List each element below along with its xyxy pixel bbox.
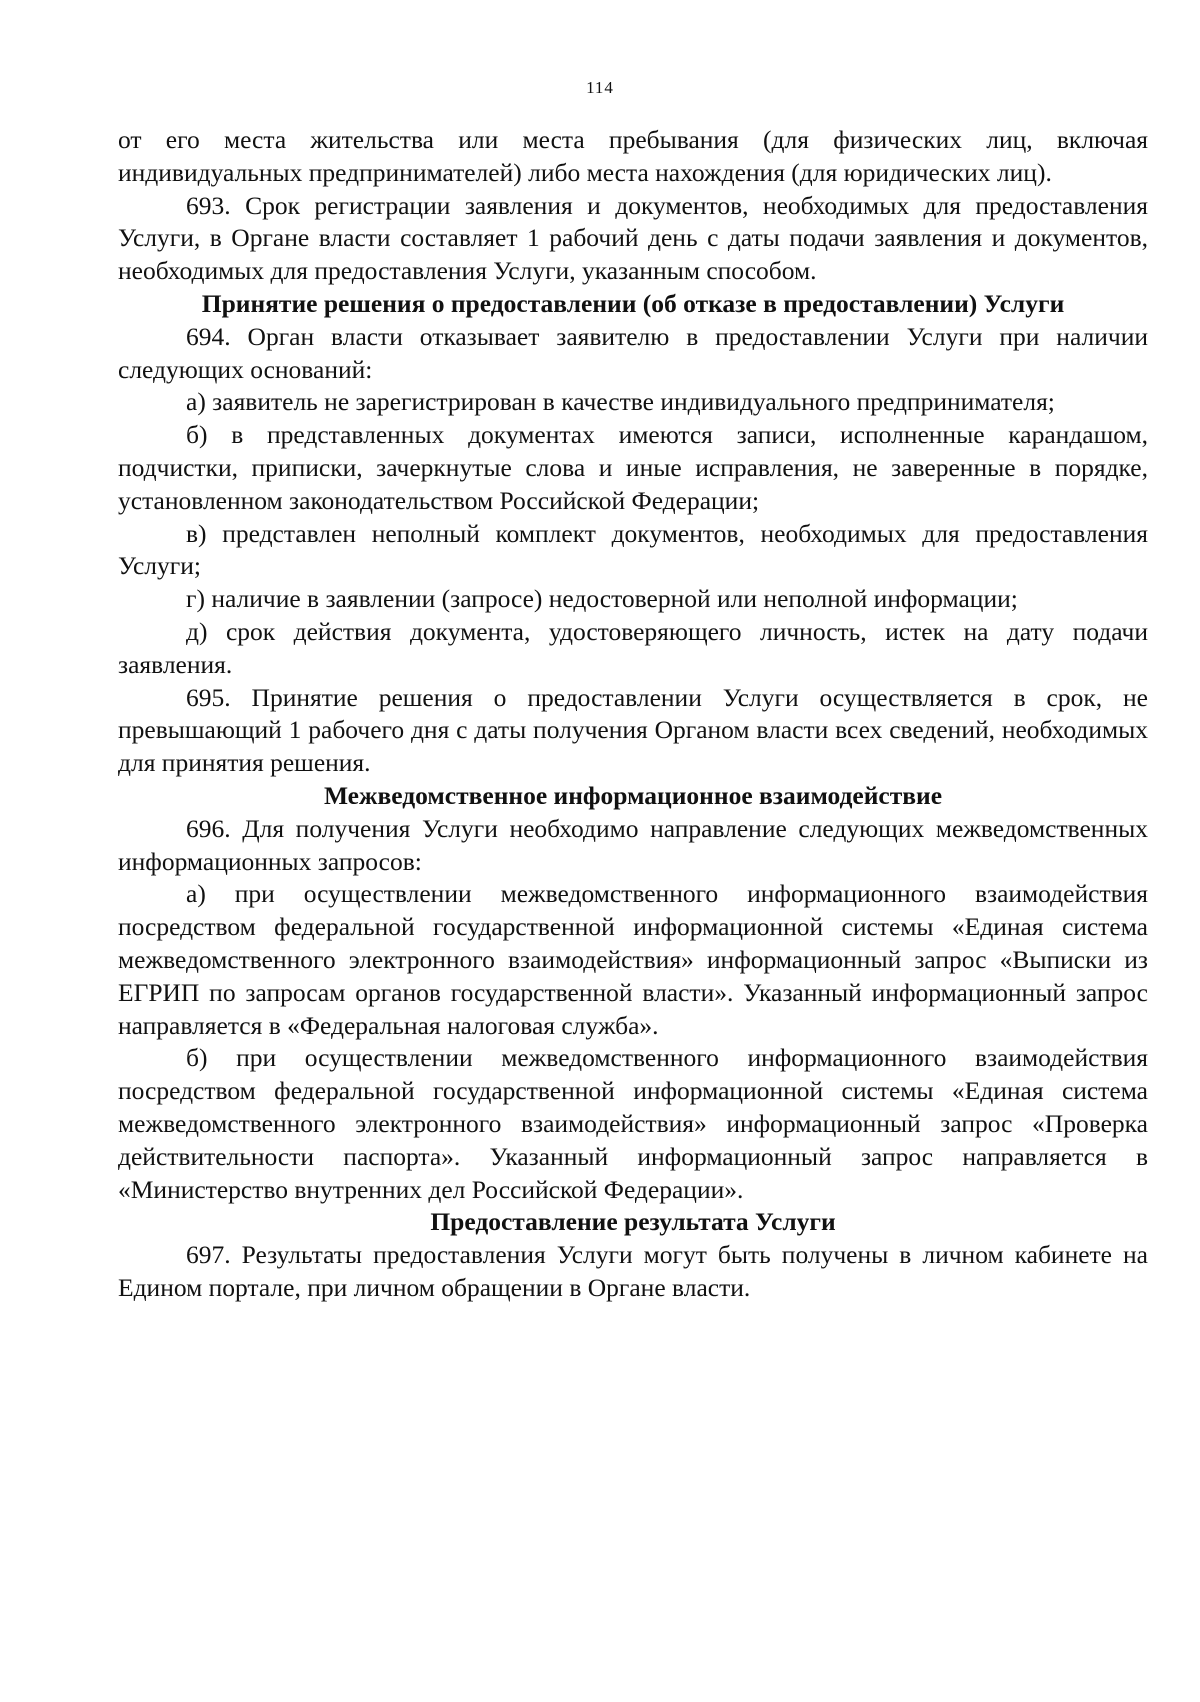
paragraph-694: 694. Орган власти отказывает заявителю в предоставлении Услуги при наличии следующих оснований:	[118, 321, 1148, 384]
list-item-a-egrip: а) при осуществлении межведомственного информационного взаимодействия посредством федеральной государственной информационной системы «Единая система межведомственного электронного взаимодействия» информационный запрос «Выписки из ЕГРИП по запросам органов государственной власти». Указанный информационный запрос направляется в «Федеральная налоговая служба».	[118, 879, 1148, 1040]
document-body	[118, 124, 1148, 1305]
paragraph-697: 697. Результаты предоставления Услуги могут быть получены в личном кабинете на Едином портале, при личном обращении в Органе власти.	[118, 1240, 1148, 1302]
paragraph-693: 693. Срок регистрации заявления и документов, необходимых для предоставления Услуги, в Органе власти составляет 1 рабочий день с даты подачи заявления и документов, необходимых для предоставления Услуги, указанным способом.	[118, 190, 1148, 286]
section-heading-decision: Принятие решения о предоставлении (об отказе в предоставлении) Услуги	[201, 288, 1065, 318]
paragraph-continuation: от его места жительства или места пребывания (для физических лиц, включая индивидуальных предпринимателей) либо места нахождения (для юридических лиц).	[118, 125, 1148, 187]
paragraph-695: 695. Принятие решения о предоставлении Услуги осуществляется в срок, не превышающий 1 рабочего дня с даты получения Органом власти всех сведений, необходимых для принятия решения.	[118, 682, 1148, 778]
list-item-v: в) представлен неполный комплект документов, необходимых для предоставления Услуги;	[118, 518, 1148, 581]
section-heading-interagency: Межведомственное информационное взаимодействие	[323, 780, 943, 810]
list-item-d: д) срок действия документа, удостоверяющего личность, истек на дату подачи заявления.	[118, 616, 1148, 679]
list-item-b: б) в представленных документах имеются записи, исполненные карандашом, подчистки, приписки, зачеркнутые слова и иные исправления, не заверенные в порядке, установленном законодательством Российской Федерации;	[118, 420, 1148, 515]
list-item-b-passport: б) при осуществлении межведомственного информационного взаимодействия посредством федеральной государственной информационной системы «Единая система межведомственного электронного взаимодействия» информационный запрос «Проверка действительности паспорта». Указанный информационный запрос направляется в «Министерство внутренних дел Российской Федерации».	[118, 1043, 1148, 1204]
section-heading-result: Предоставление результата Услуги	[430, 1207, 836, 1237]
paragraph-696: 696. Для получения Услуги необходимо направление следующих межведомственных информационных запросов:	[118, 813, 1148, 876]
list-item-g: г) наличие в заявлении (запросе) недостоверной или неполной информации;	[186, 584, 1018, 614]
page-number: 114	[586, 78, 614, 97]
list-item-a: а) заявитель не зарегистрирован в качестве индивидуального предпринимателя;	[186, 387, 1055, 417]
